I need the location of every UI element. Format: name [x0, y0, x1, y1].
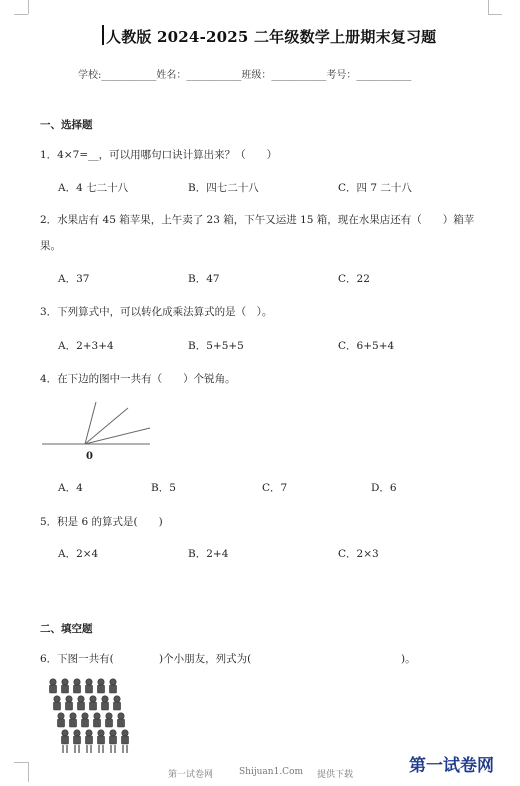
question-3-stem: 3．下列算式中，可以转化成乘法算式的是（ ）。 — [40, 306, 273, 318]
section-heading-choice: 一、选择题 — [40, 119, 93, 131]
question-2-stem-line2: 果。 — [40, 240, 61, 252]
section-heading-fill: 二、填空题 — [40, 623, 93, 635]
question-6-stem-start: 6．下图一共有( — [40, 653, 114, 665]
angle-vertex-label: 0 — [86, 451, 93, 462]
angle-ray — [85, 402, 96, 444]
question-6-stem-middle: )个小朋友，列式为( — [159, 653, 252, 665]
footer-left-text: 第一试卷网 — [168, 770, 214, 780]
question-3-option-a: A．2+3+4 — [58, 340, 114, 352]
question-2-stem-line1: 2．水果店有 45 箱苹果，上午卖了 23 箱，下午又运进 15 箱，现在水果店还有（ ）箱苹 — [40, 214, 475, 226]
question-3-option-b: B．5+5+5 — [188, 340, 244, 352]
title-cursor-bar — [102, 25, 104, 45]
question-1-stem: 1．4×7=__，可以用哪句口诀计算出来？（ ） — [40, 149, 278, 161]
question-1-option-b: B．四七二十八 — [188, 182, 259, 194]
question-5-stem: 5．积是 6 的算式是( ) — [40, 516, 163, 528]
question-4-option-c: C．7 — [262, 482, 288, 494]
question-1-option-a: A．4 七二十八 — [58, 182, 129, 194]
crop-mark — [28, 762, 29, 782]
question-5-option-c: C．2×3 — [338, 548, 379, 560]
question-4-stem: 4．在下边的图中一共有（ ）个锐角。 — [40, 373, 236, 385]
watermark-logo: 第一试卷网 — [409, 756, 494, 776]
question-5-option-b: B．2+4 — [188, 548, 229, 560]
footer-middle-text: Shijuan1.Com — [239, 767, 304, 777]
footer-right-text: 提供下载 — [317, 770, 354, 780]
crop-mark — [14, 762, 28, 763]
page-title: 人教版 2024-2025 二年级数学上册期末复习题 — [106, 28, 437, 46]
crop-mark — [488, 0, 489, 14]
question-2-option-c: C．22 — [338, 273, 370, 285]
crop-mark — [14, 14, 28, 15]
question-2-option-b: B．47 — [188, 273, 220, 285]
crop-mark — [28, 0, 29, 14]
question-6-stem-end: )。 — [401, 653, 416, 665]
question-4-option-b: B．5 — [151, 482, 176, 494]
question-4-option-a: A．4 — [58, 482, 83, 494]
question-5-option-a: A．2×4 — [58, 548, 99, 560]
student-info-line: 学校:___________姓名：___________班级：___________考号：___________ — [78, 70, 412, 81]
question-1-option-c: C．四 7 二十八 — [338, 182, 412, 194]
crop-mark — [488, 14, 502, 15]
question-2-option-a: A．37 — [58, 273, 90, 285]
question-4-option-d: D．6 — [371, 482, 397, 494]
angle-figure — [40, 398, 155, 450]
children-illustration — [44, 676, 144, 764]
question-3-option-c: C．6+5+4 — [338, 340, 395, 352]
